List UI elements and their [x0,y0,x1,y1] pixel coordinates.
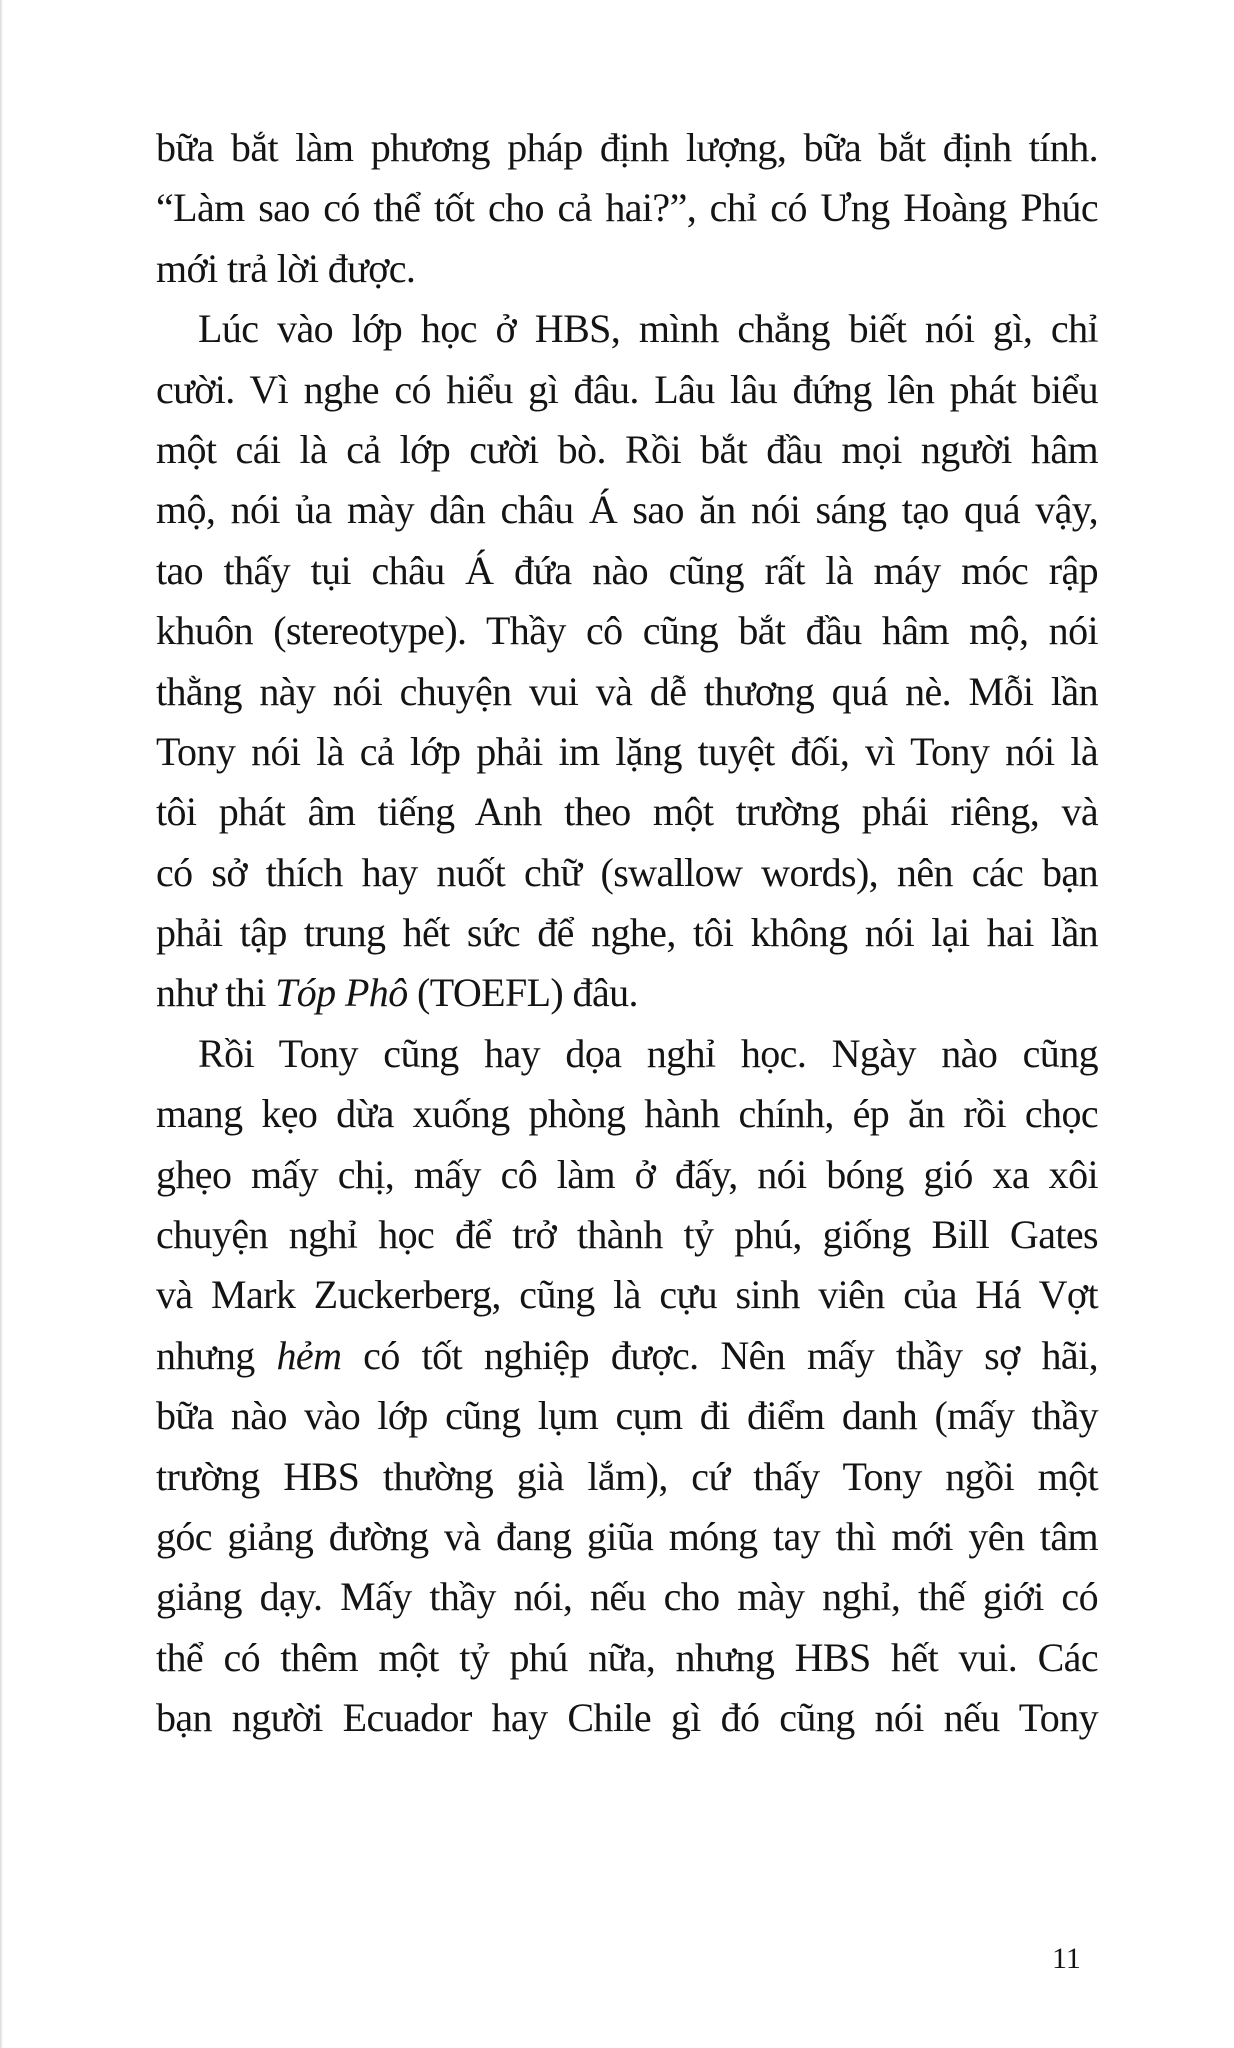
text-line: trường HBS thường già lắm), cứ thấy Tony ngồi một [156,1453,1098,1499]
text-line: thằng này nói chuyện vui và dễ thương quá nè. Mỗi lần [156,668,1098,714]
text-line: Lúc vào lớp học ở HBS, mình chẳng biết nói gì, chỉ [198,306,1098,352]
text-line: phải tập trung hết sức để nghe, tôi không nói lại hai lần [156,910,1098,956]
text-line: có sở thích hay nuốt chữ (swallow words), nên các bạn [156,849,1098,895]
text-line: mới trả lời được. [156,245,416,291]
text-line: giảng dạy. Mấy thầy nói, nếu cho mày nghỉ, thế giới có [156,1574,1098,1620]
italic-term: hẻm [276,1332,342,1378]
text-line: Tony nói là cả lớp phải im lặng tuyệt đối, vì Tony nói là [156,728,1098,774]
text-line: mang kẹo dừa xuống phòng hành chính, ép ăn rồi chọc [156,1091,1098,1137]
text-line: khuôn (stereotype). Thầy cô cũng bắt đầu hâm mộ, nói [156,608,1098,654]
text-line: góc giảng đường và đang giũa móng tay thì mới yên tâm [156,1513,1098,1559]
text-run: có tốt nghiệp được. Nên mấy thầy sợ hãi, [341,1332,1098,1378]
paragraph-3 [156,1024,1098,1749]
paragraph-2 [156,299,1098,1024]
text-run: như thi [156,970,276,1016]
italic-term: Tóp Phô [275,970,408,1016]
text-line: bạn người Ecuador hay Chile gì đó cũng nói nếu Tony [156,1695,1098,1741]
text-line: chuyện nghỉ học để trở thành tỷ phú, giống Bill Gates [156,1212,1098,1258]
text-line: thể có thêm một tỷ phú nữa, nhưng HBS hết vui. Các [156,1634,1098,1680]
text-line: bữa nào vào lớp cũng lụm cụm đi điểm danh (mấy thầy [156,1393,1098,1439]
body-text [156,118,1098,1749]
page-number: 11 [1052,1942,1081,1975]
text-line: và Mark Zuckerberg, cũng là cựu sinh viên của Há Vợt [156,1272,1098,1318]
text-line: tao thấy tụi châu Á đứa nào cũng rất là máy móc rập [156,547,1098,593]
text-line: mộ, nói ủa mày dân châu Á sao ăn nói sáng tạo quá vậy, [156,487,1098,533]
text-run: (TOEFL) đâu. [407,970,638,1016]
text-line: ghẹo mấy chị, mấy cô làm ở đấy, nói bóng gió xa xôi [156,1151,1098,1197]
text-line: tôi phát âm tiếng Anh theo một trường phái riêng, và [156,789,1098,835]
text-line: cười. Vì nghe có hiểu gì đâu. Lâu lâu đứng lên phát biểu [156,366,1098,412]
text-line: một cái là cả lớp cười bò. Rồi bắt đầu mọi người hâm [156,426,1098,472]
page-edge-shadow [0,0,3,2048]
text-run: nhưng [156,1332,277,1378]
paragraph-1 [156,118,1098,299]
text-line-with-italic [156,1326,1098,1386]
text-line: bữa bắt làm phương pháp định lượng, bữa bắt định tính. [156,125,1098,170]
text-line-with-italic [156,963,1098,1023]
text-line: Rồi Tony cũng hay dọa nghỉ học. Ngày nào cũng [198,1030,1098,1076]
text-line: “Làm sao có thể tốt cho cả hai?”, chỉ có Ưng Hoàng Phúc [156,185,1098,231]
